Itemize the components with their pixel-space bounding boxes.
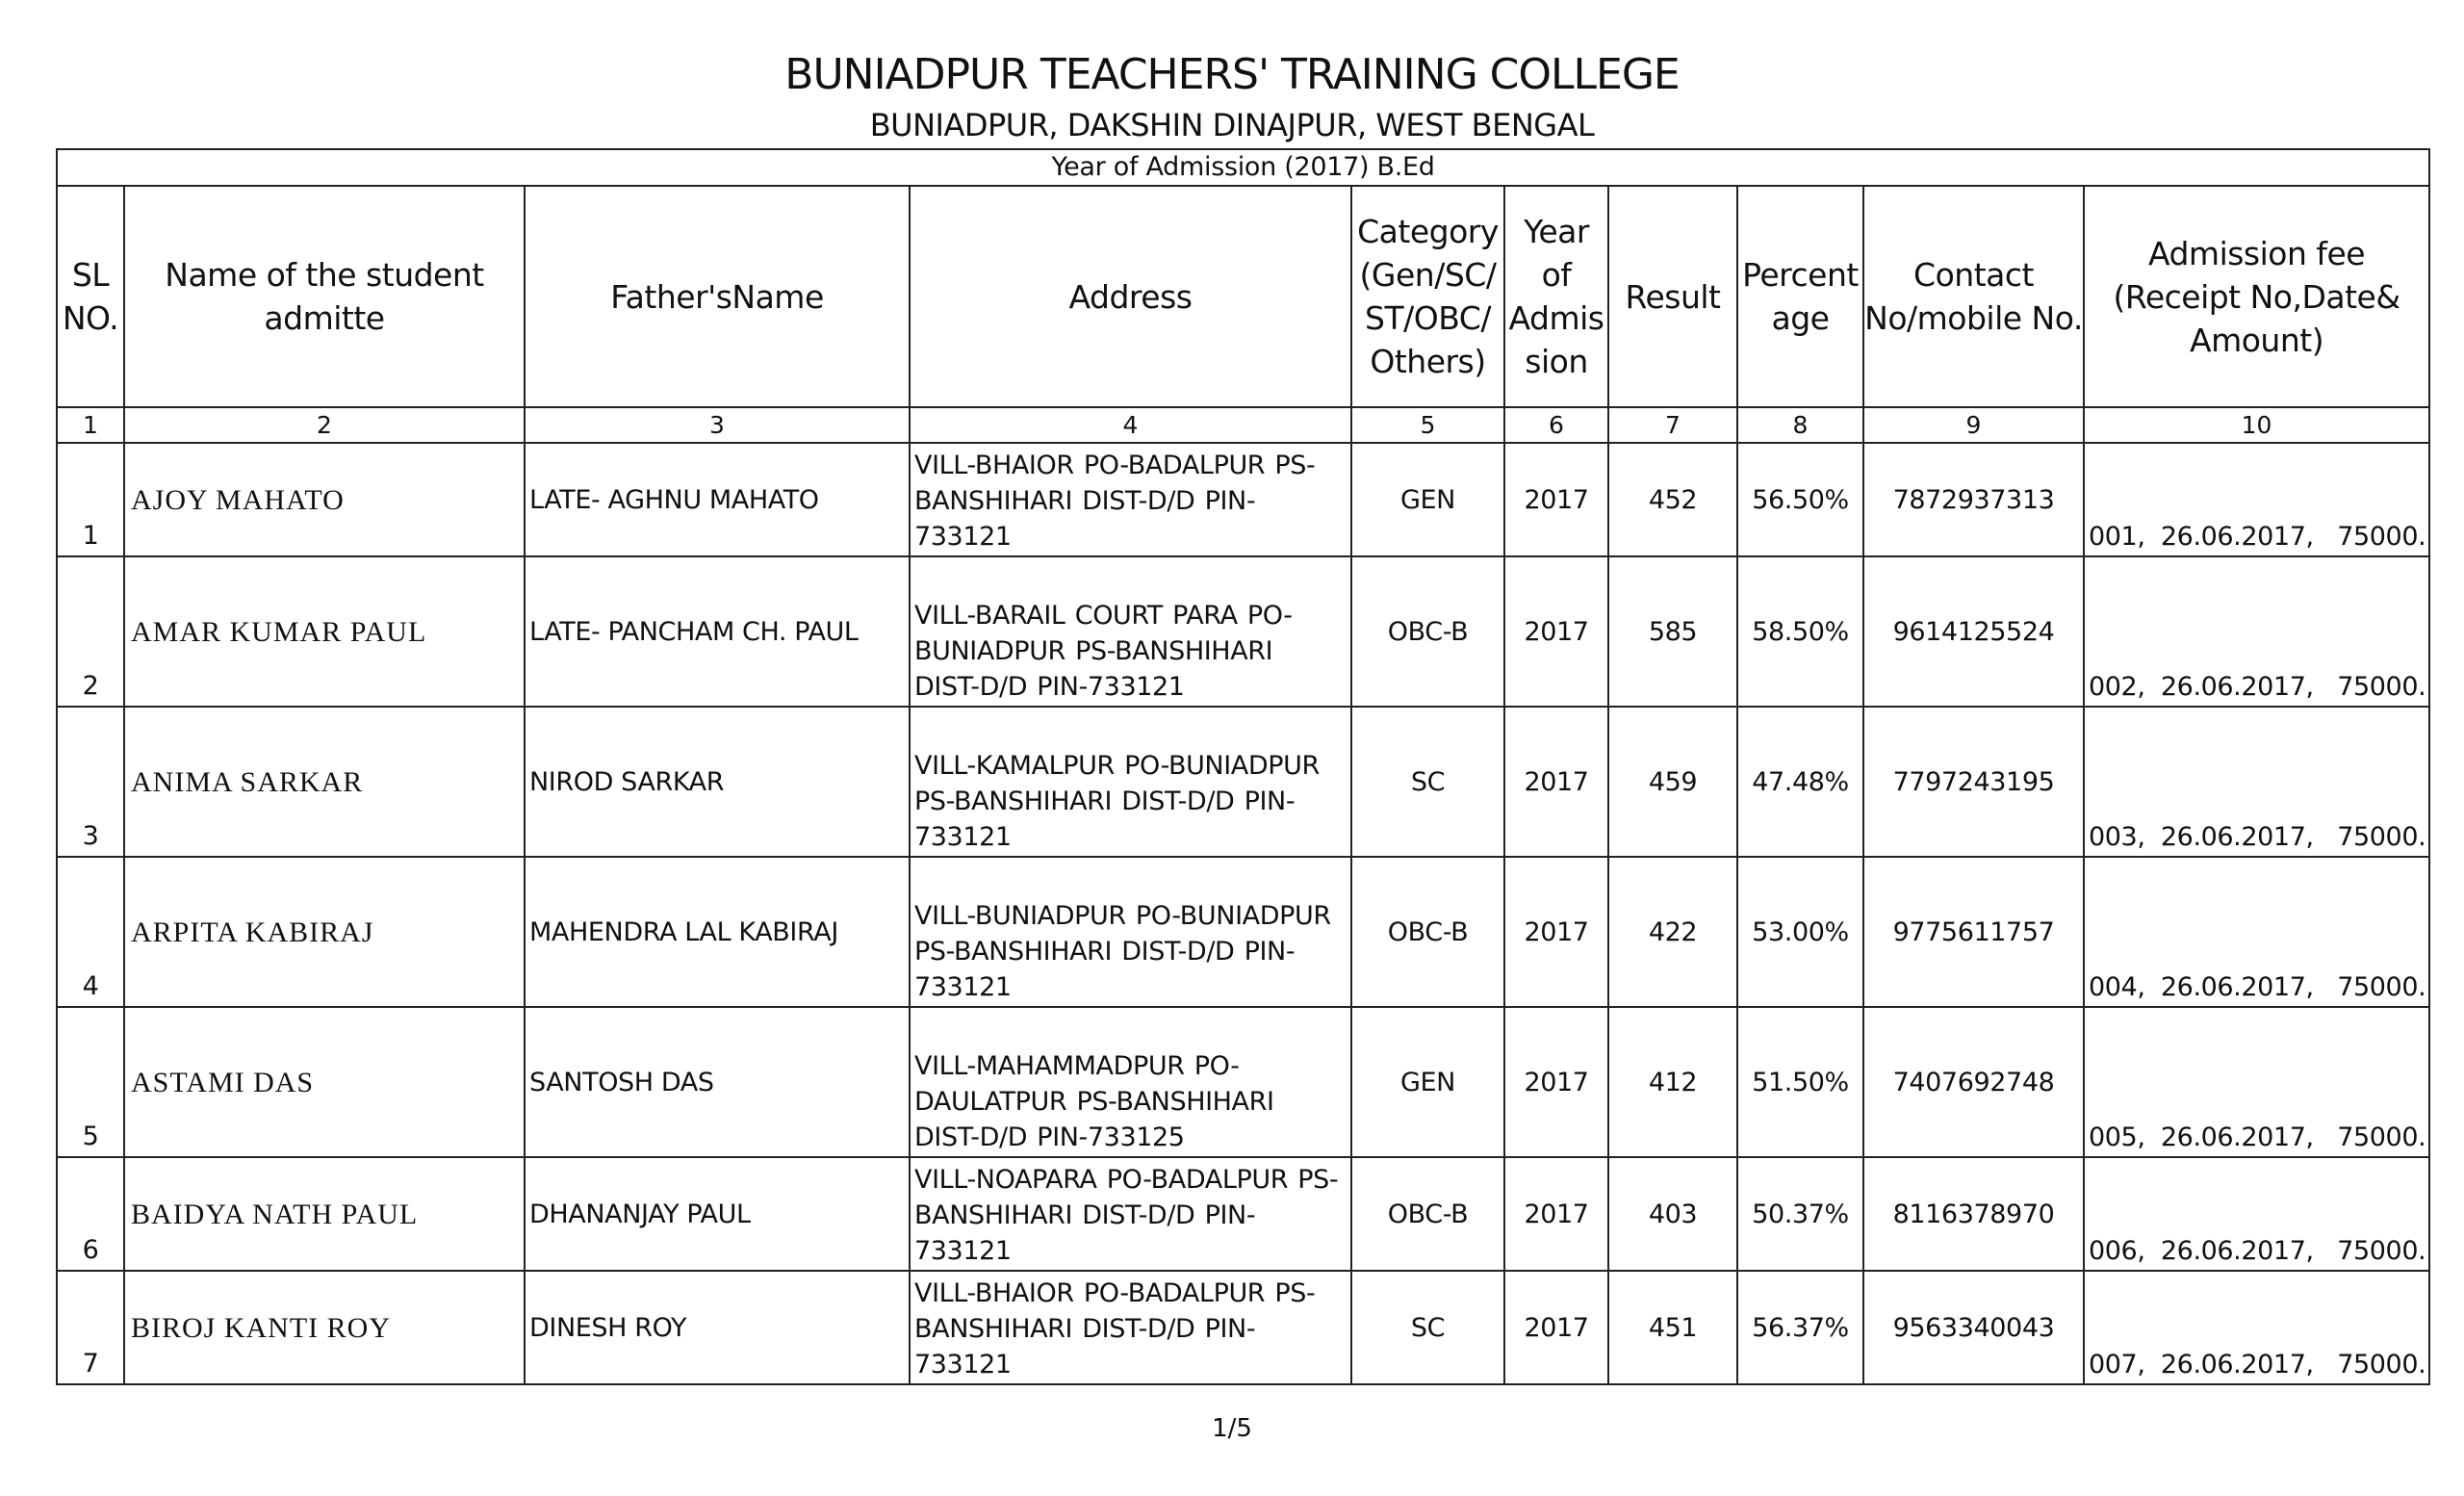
header-year-of-admission: Year of Admis sion <box>1504 186 1608 407</box>
student-name-cell: ANIMA SARKAR <box>124 707 525 857</box>
address-cell: VILL-BHAIOR PO-BADALPUR PS-BANSHIHARI DIST-D/D PIN-733121 <box>910 1271 1351 1384</box>
student-name-cell: BIROJ KANTI ROY <box>124 1271 525 1384</box>
column-number: 7 <box>1608 407 1737 443</box>
category-cell: OBC-B <box>1351 556 1504 707</box>
column-number-row <box>57 407 2429 443</box>
category-cell: OBC-B <box>1351 857 1504 1007</box>
column-number: 1 <box>57 407 124 443</box>
table-row <box>57 1157 2429 1271</box>
father-name-cell: NIROD SARKAR <box>525 707 910 857</box>
student-name-cell: AJOY MAHATO <box>124 443 525 556</box>
percentage-cell: 56.50% <box>1737 443 1863 556</box>
student-name-cell: ARPITA KABIRAJ <box>124 857 525 1007</box>
address-cell: VILL-MAHAMMADPUR PO-DAULATPUR PS-BANSHIHARI DIST-D/D PIN-733125 <box>910 1007 1351 1157</box>
result-cell: 452 <box>1608 443 1737 556</box>
admission-fee-cell: 004, 26.06.2017, 75000. <box>2084 857 2429 1007</box>
result-cell: 412 <box>1608 1007 1737 1157</box>
college-address: BUNIADPUR, DAKSHIN DINAJPUR, WEST BENGAL <box>869 107 1595 143</box>
column-number: 6 <box>1504 407 1608 443</box>
category-cell: GEN <box>1351 1007 1504 1157</box>
year-of-admission-row <box>57 149 2429 186</box>
table-header-row <box>57 186 2429 407</box>
admission-fee-cell: 001, 26.06.2017, 75000. <box>2084 443 2429 556</box>
percentage-cell: 47.48% <box>1737 707 1863 857</box>
column-number: 8 <box>1737 407 1863 443</box>
category-cell: SC <box>1351 707 1504 857</box>
header-address: Address <box>910 186 1351 407</box>
student-name-cell: AMAR KUMAR PAUL <box>124 556 525 707</box>
header-contact: Contact No/mobile No. <box>1863 186 2084 407</box>
percentage-cell: 53.00% <box>1737 857 1863 1007</box>
admission-fee-cell: 002, 26.06.2017, 75000. <box>2084 556 2429 707</box>
sl-number-cell: 5 <box>57 1007 124 1157</box>
percentage-cell: 56.37% <box>1737 1271 1863 1384</box>
sl-number-cell: 2 <box>57 556 124 707</box>
year-cell: 2017 <box>1504 1157 1608 1271</box>
sl-number-cell: 6 <box>57 1157 124 1271</box>
table-row <box>57 707 2429 857</box>
admission-fee-cell: 006, 26.06.2017, 75000. <box>2084 1157 2429 1271</box>
result-cell: 585 <box>1608 556 1737 707</box>
college-name: BUNIADPUR TEACHERS' TRAINING COLLEGE <box>784 50 1680 99</box>
table-row <box>57 1271 2429 1384</box>
result-cell: 451 <box>1608 1271 1737 1384</box>
column-number: 9 <box>1863 407 2084 443</box>
admission-fee-cell: 005, 26.06.2017, 75000. <box>2084 1007 2429 1157</box>
student-name-cell: ASTAMI DAS <box>124 1007 525 1157</box>
category-cell: GEN <box>1351 443 1504 556</box>
column-number: 10 <box>2084 407 2429 443</box>
contact-cell: 9775611757 <box>1863 857 2084 1007</box>
year-cell: 2017 <box>1504 556 1608 707</box>
year-cell: 2017 <box>1504 1007 1608 1157</box>
result-cell: 459 <box>1608 707 1737 857</box>
admission-table <box>56 148 2430 1385</box>
address-cell: VILL-KAMALPUR PO-BUNIADPUR PS-BANSHIHARI DIST-D/D PIN-733121 <box>910 707 1351 857</box>
sl-number-cell: 3 <box>57 707 124 857</box>
column-number: 5 <box>1351 407 1504 443</box>
percentage-cell: 51.50% <box>1737 1007 1863 1157</box>
category-cell: OBC-B <box>1351 1157 1504 1271</box>
header-father-name: Father'sName <box>525 186 910 407</box>
table-row <box>57 1007 2429 1157</box>
father-name-cell: DHANANJAY PAUL <box>525 1157 910 1271</box>
category-cell: SC <box>1351 1271 1504 1384</box>
year-cell: 2017 <box>1504 857 1608 1007</box>
student-name-cell: BAIDYA NATH PAUL <box>124 1157 525 1271</box>
father-name-cell: LATE- PANCHAM CH. PAUL <box>525 556 910 707</box>
year-of-admission: Year of Admission (2017) B.Ed <box>57 149 2429 186</box>
address-cell: VILL-BUNIADPUR PO-BUNIADPUR PS-BANSHIHARI DIST-D/D PIN-733121 <box>910 857 1351 1007</box>
column-number: 2 <box>124 407 525 443</box>
admission-fee-cell: 007, 26.06.2017, 75000. <box>2084 1271 2429 1384</box>
contact-cell: 9563340043 <box>1863 1271 2084 1384</box>
address-cell: VILL-BHAIOR PO-BADALPUR PS-BANSHIHARI DIST-D/D PIN-733121 <box>910 443 1351 556</box>
father-name-cell: DINESH ROY <box>525 1271 910 1384</box>
table-row <box>57 443 2429 556</box>
header-result: Result <box>1608 186 1737 407</box>
address-cell: VILL-NOAPARA PO-BADALPUR PS-BANSHIHARI DIST-D/D PIN-733121 <box>910 1157 1351 1271</box>
contact-cell: 8116378970 <box>1863 1157 2084 1271</box>
contact-cell: 7407692748 <box>1863 1007 2084 1157</box>
table-row <box>57 556 2429 707</box>
contact-cell: 7797243195 <box>1863 707 2084 857</box>
contact-cell: 9614125524 <box>1863 556 2084 707</box>
sl-number-cell: 7 <box>57 1271 124 1384</box>
result-cell: 403 <box>1608 1157 1737 1271</box>
page-number: 1/5 <box>1212 1414 1252 1443</box>
year-cell: 2017 <box>1504 1271 1608 1384</box>
column-number: 4 <box>910 407 1351 443</box>
header-sl-no: SL NO. <box>57 186 124 407</box>
result-cell: 422 <box>1608 857 1737 1007</box>
father-name-cell: MAHENDRA LAL KABIRAJ <box>525 857 910 1007</box>
address-cell: VILL-BARAIL COURT PARA PO-BUNIADPUR PS-BANSHIHARI DIST-D/D PIN-733121 <box>910 556 1351 707</box>
father-name-cell: SANTOSH DAS <box>525 1007 910 1157</box>
contact-cell: 7872937313 <box>1863 443 2084 556</box>
header-student-name: Name of the student admitte <box>124 186 525 407</box>
year-cell: 2017 <box>1504 707 1608 857</box>
admission-fee-cell: 003, 26.06.2017, 75000. <box>2084 707 2429 857</box>
header-percentage: Percent age <box>1737 186 1863 407</box>
column-number: 3 <box>525 407 910 443</box>
percentage-cell: 58.50% <box>1737 556 1863 707</box>
table-row <box>57 857 2429 1007</box>
year-cell: 2017 <box>1504 443 1608 556</box>
percentage-cell: 50.37% <box>1737 1157 1863 1271</box>
header-category: Category (Gen/SC/ ST/OBC/ Others) <box>1351 186 1504 407</box>
father-name-cell: LATE- AGHNU MAHATO <box>525 443 910 556</box>
header-admission-fee: Admission fee (Receipt No,Date& Amount) <box>2084 186 2429 407</box>
sl-number-cell: 1 <box>57 443 124 556</box>
table-body <box>57 443 2429 1384</box>
sl-number-cell: 4 <box>57 857 124 1007</box>
